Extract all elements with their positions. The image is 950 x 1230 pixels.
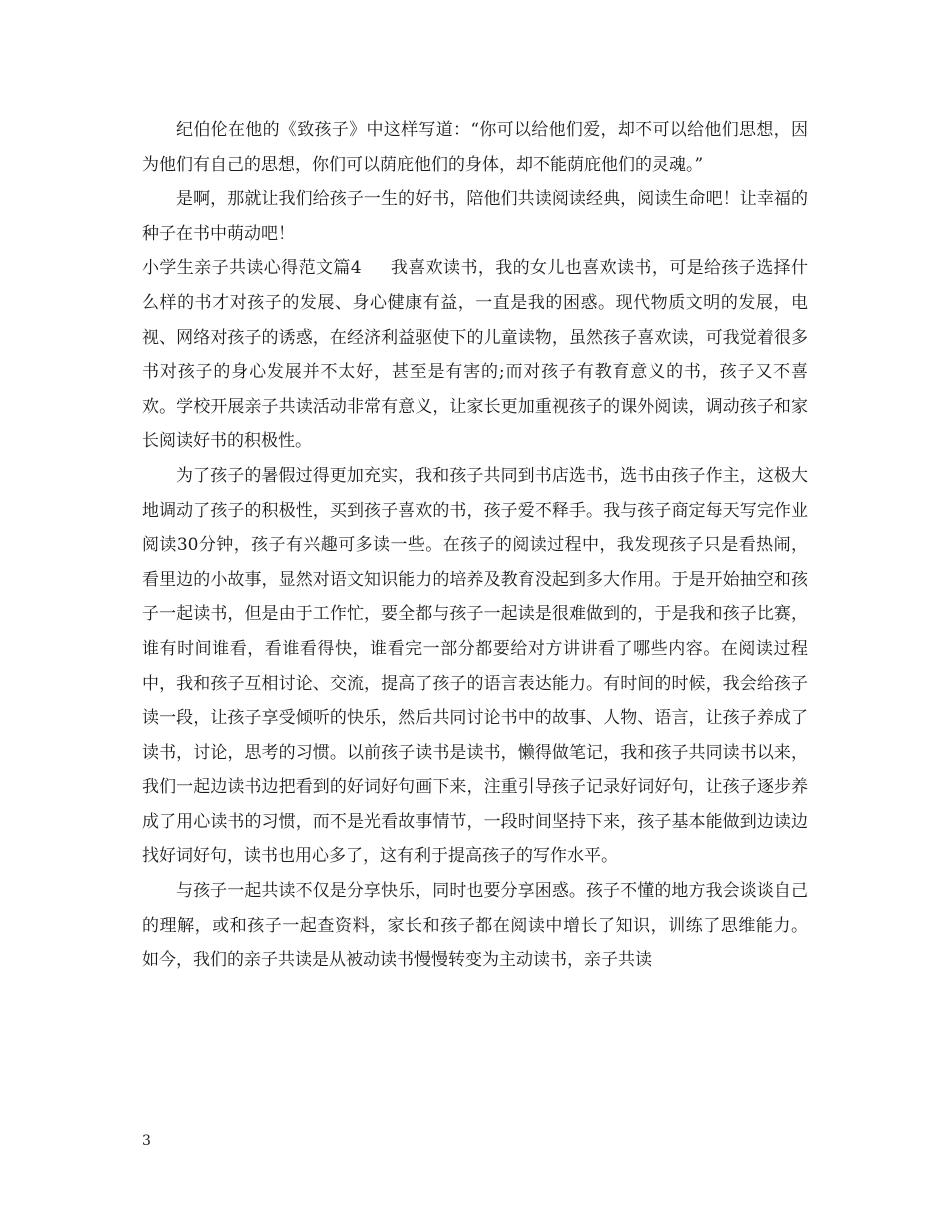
paragraph-summer-reading: 为了孩子的暑假过得更加充实，我和孩子共同到书店选书，选书由孩子作主，这极大地调动了孩子的积极性，买到孩子喜欢的书，孩子爱不释手。我与孩子商定每天写完作业阅读30分钟，孩子有兴趣可多读一些。在孩子的阅读过程中，我发现孩子只是看热闹，看里边的小故事，显然对语文知识能力的培养及教育没起到多大作用。于是开始抽空和孩子一起读书，但是由于工作忙，要全都与孩子一起读是很难做到的，于是我和孩子比赛，谁有时间谁看，看谁看得快，谁看完一部分都要给对方讲讲看了哪些内容。在阅读过程中，我和孩子互相讨论、交流，提高了孩子的语言表达能力。有时间的时候，我会给孩子读一段，让孩子享受倾听的快乐，然后共同讨论书中的故事、人物、语言，让孩子养成了读书，讨论，思考的习惯。以前孩子读书是读书，懒得做笔记，我和孩子共同读书以来，我们一起边读书边把看到的好词好句画下来，注重引导孩子记录好词好句，让孩子逐步养成了用心读书的习惯，而不是光看故事情节，一段时间坚持下来，孩子基本能做到边读边找好词好句，读书也用心多了，这有利于提高孩子的写作水平。	[142, 465, 808, 867]
paragraph-encouragement: 是啊，那就让我们给孩子一生的好书，陪他们共读阅读经典，阅读生命吧！让幸福的种子在书中萌动吧！	[142, 189, 808, 244]
paragraph-sharing: 与孩子一起共读不仅是分享快乐，同时也要分享困惑。孩子不懂的地方我会谈谈自己的理解，或和孩子一起查资料，家长和孩子都在阅读中增长了知识，训练了思维能力。 如今，我们的亲子共读是从被动读书慢慢转变为主动读书，亲子共读	[142, 881, 808, 971]
document-body	[142, 113, 808, 978]
page-number: 3	[142, 1133, 151, 1149]
section-intro-text: 我喜欢读书，我的女儿也喜欢读书，可是给孩子选择什么样的书才对孩子的发展、身心健康有益，一直是我的困惑。现代物质文明的发展，电视、网络对孩子的诱惑，在经济利益驱使下的儿童读物，虽然孩子喜欢读，可我觉着很多书对孩子的身心发展并不太好，甚至是有害的;而对孩子有教育意义的书，孩子又不喜欢。学校开展亲子共读活动非常有意义，让家长更加重视孩子的课外阅读，调动孩子和家长阅读好书的积极性。	[142, 258, 808, 452]
section-heading: 小学生亲子共读心得范文篇4	[142, 258, 362, 279]
section-intro-paragraph	[142, 251, 808, 459]
paragraph-quote: 纪伯伦在他的《致孩子》中这样写道：“你可以给他们爱，却不可以给他们思想，因为他们有自己的思想，你们可以荫庇他们的身体，却不能荫庇他们的灵魂。”	[142, 120, 808, 175]
